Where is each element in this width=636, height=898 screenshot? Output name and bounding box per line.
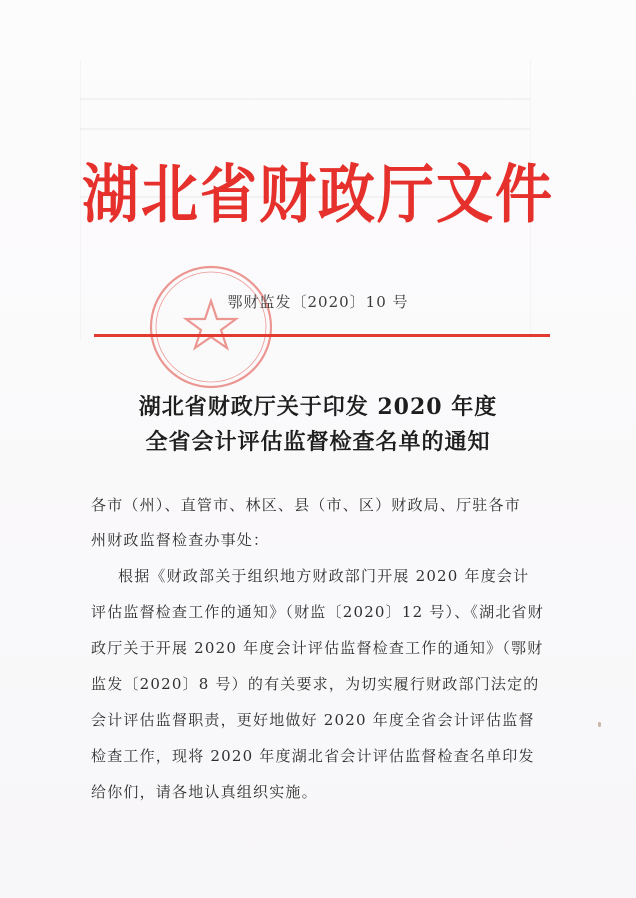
body-line: 会计评估监督职责，更好地做好 2020 年度全省会计评估监督 (91, 711, 535, 729)
body-line: 州财政监督检查办事处： (91, 531, 270, 549)
bleed-through-line (80, 128, 530, 130)
document-masthead: 湖北省财政厅文件 (82, 158, 554, 232)
notice-title-line-1: 湖北省财政厅关于印发 2020 年度 (138, 394, 498, 420)
body-line: 各市（州）、直管市、林区、县（市、区）财政局、厅驻各市 (91, 496, 521, 514)
paper-speck (598, 722, 601, 727)
body-line: 监发〔2020〕8 号）的有关要求，为切实履行财政部门法定的 (91, 675, 540, 693)
body-line: 检查工作，现将 2020 年度湖北省会计评估监督检查名单印发 (91, 747, 535, 765)
bleed-through-line (80, 98, 530, 100)
document-number: 鄂财监发〔2020〕10 号 (227, 293, 409, 311)
official-seal-icon (137, 263, 285, 391)
body-line: 根据《财政部关于组织地方财政部门开展 2020 年度会计 (118, 567, 530, 585)
body-line: 评估监督检查工作的通知》（财监〔2020〕12 号）、《湖北省财 (91, 603, 544, 621)
red-divider-rule (94, 334, 550, 337)
body-line: 给你们，请各地认真组织实施。 (91, 783, 318, 801)
body-line: 政厅关于开展 2020 年度会计评估监督检查工作的通知》（鄂财 (91, 639, 544, 657)
notice-title-line-2: 全省会计评估监督检查名单的通知 (145, 429, 491, 455)
